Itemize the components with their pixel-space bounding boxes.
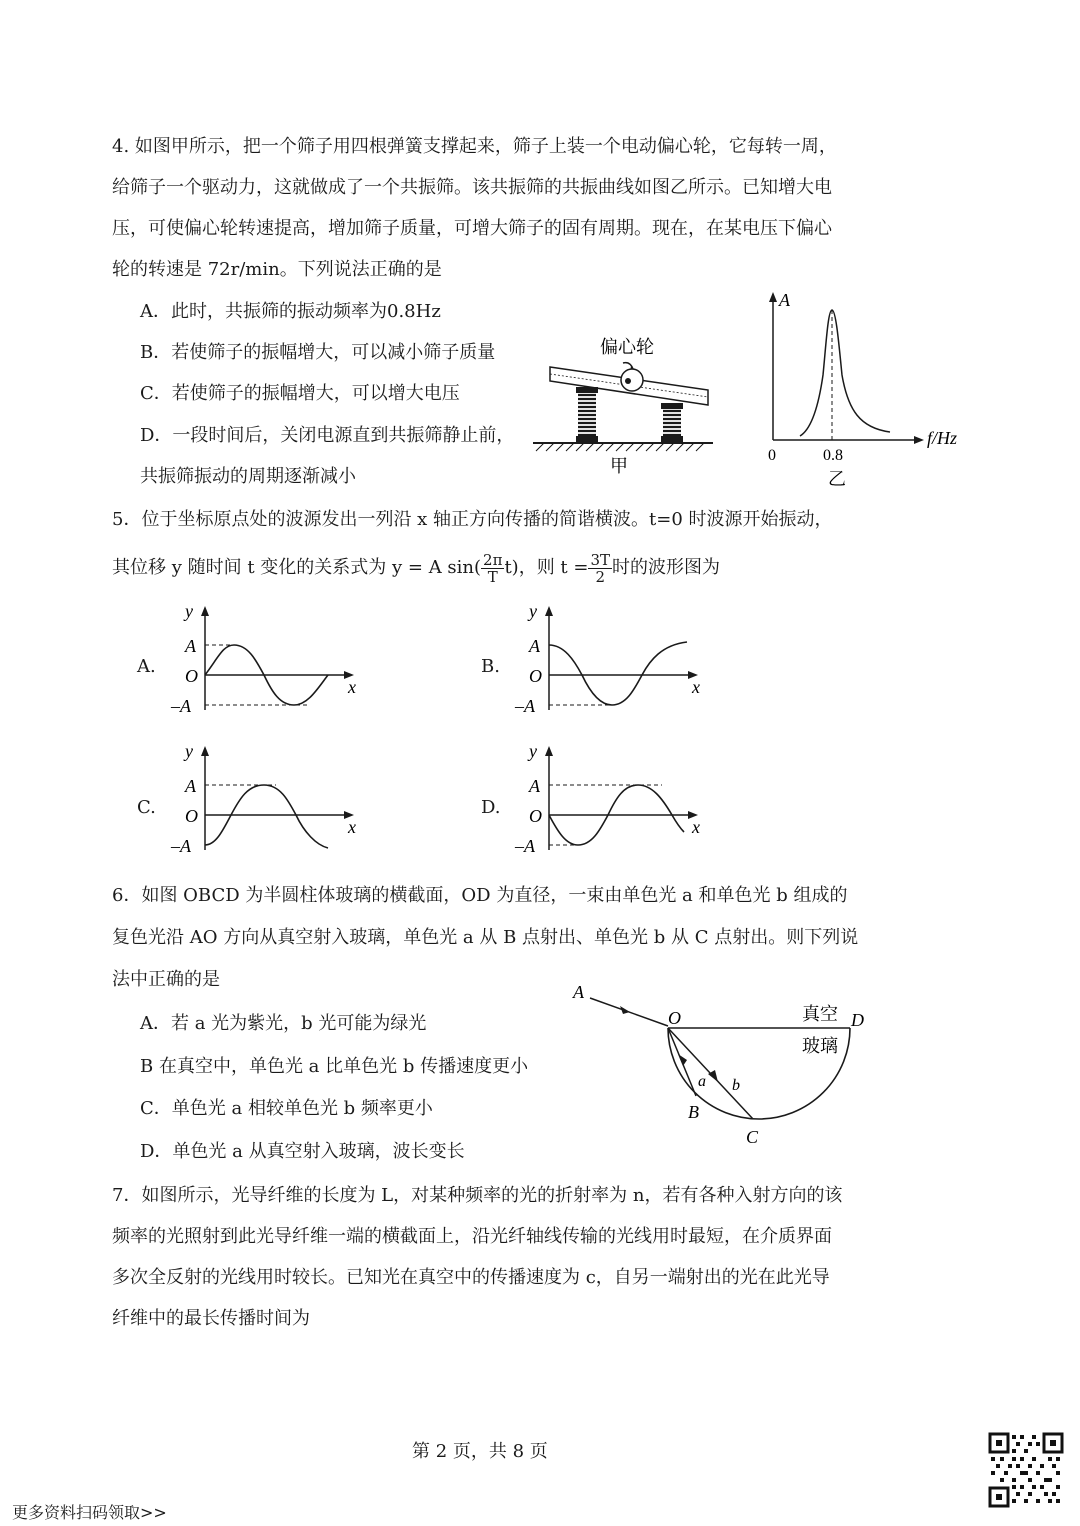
q6-line-1: 6．如图 OBCD 为半圆柱体玻璃的横截面，OD 为直径，一束由单色光 a 和单色光 b 组成的 [112,885,848,906]
ray-a-label: a [698,1073,706,1090]
q7-line-2: 频率的光照射到此光导纤维一端的横截面上，沿光纤轴线传输的光线用时最短，在介质界面 [112,1226,832,1247]
origin-label: O [185,666,198,686]
q6-line-3: 法中正确的是 [112,969,220,990]
q4-option-a: A．此时，共振筛的振动频率为0.8Hz [140,301,441,322]
q6-option-d: D．单色光 a 从真空射入玻璃，波长变长 [140,1141,465,1162]
page-number: 第 2 页，共 8 页 [412,1441,548,1462]
waveform [205,785,328,848]
q4-option-c: C．若使筛子的振幅增大，可以增大电压 [140,383,460,404]
point-a-label: A [573,982,584,1002]
q5-line-2-part-a: 其位移 y 随时间 t 变化的关系式为 y = A sin( [112,557,482,578]
q6-option-a: A．若 a 光为紫光，b 光可能为绿光 [140,1013,427,1034]
q4-line-4: 轮的转速是 72r/min。下列说法正确的是 [112,259,442,280]
y-axis-label: y [529,601,537,621]
x-axis-label: x [692,817,700,837]
axis-frequency-label: f/Hz [927,428,958,448]
point-b-label: B [688,1102,699,1122]
vacuum-label: 真空 [802,1004,838,1024]
q4-line-2: 给筛子一个驱动力，这就做成了一个共振筛。该共振筛的共振曲线如图乙所示。已知增大电 [112,177,832,198]
x-axis-label: x [692,677,700,697]
negative-amplitude-label: –A [171,836,191,856]
negative-amplitude-label: –A [515,836,535,856]
wave-graph-d [512,740,712,860]
origin-label: O [529,666,542,686]
q4-line-1: 4. 如图甲所示，把一个筛子用四根弹簧支撑起来，筛子上装一个电动偏心轮，它每转一周， [112,136,837,157]
q4-option-b: B．若使筛子的振幅增大，可以减小筛子质量 [140,342,496,363]
wave-graph-c [168,740,368,860]
q7-line-4: 纤维中的最长传播时间为 [112,1308,310,1329]
q7-line-1: 7．如图所示，光导纤维的长度为 L，对某种频率的光的折射率为 n，若有各种入射方向的该 [112,1185,843,1206]
amplitude-label: A [185,636,196,656]
figure-semicircle-glass [568,978,878,1148]
axis-amplitude-label: A [779,290,790,310]
fraction-three-t-over-two: $\frac{3T}{2}$ [590,550,611,586]
figure-resonance-curve [760,290,980,490]
q4-option-d-line2: 共振筛振动的周期逐渐减小 [140,466,356,487]
promo-text[interactable]: 更多资料扫码领取>> [12,1503,167,1522]
negative-amplitude-label: –A [515,696,535,716]
q4-option-d-line1: D．一段时间后，关闭电源直到共振筛静止前， [140,425,515,446]
point-d-label: D [851,1010,864,1030]
q5-line-2-part-c: 时的波形图为 [612,557,721,578]
point-o-label: O [668,1008,681,1028]
x-axis-label: x [348,817,356,837]
peak-frequency-tick: 0.8 [823,447,843,464]
figure-jia-caption: 甲 [610,456,628,476]
glass-label: 玻璃 [802,1036,838,1056]
q6-option-b: B 在真空中，单色光 a 比单色光 b 传播速度更小 [140,1056,529,1077]
fraction-two-pi-over-t: $\frac{2\pi}{T}$ [483,550,503,586]
q5-option-a-label: A. [137,656,156,677]
q6-line-2: 复色光沿 AO 方向从真空射入玻璃，单色光 a 从 B 点射出、单色光 b 从 C 点射出。则下列说 [112,927,859,948]
amplitude-label: A [529,776,540,796]
wheel-label: 偏心轮 [600,337,654,357]
resonance-curve [800,310,890,436]
q6-option-c: C．单色光 a 相较单色光 b 频率更小 [140,1098,433,1119]
ray-b-label: b [732,1077,740,1094]
q4-line-3: 压，可使偏心轮转速提高，增加筛子质量，可增大筛子的固有周期。现在，在某电压下偏心 [112,218,832,239]
q5-line-2-part-b: t)，则 t = [504,557,589,578]
amplitude-label: A [529,636,540,656]
qr-code[interactable] [988,1432,1064,1508]
x-axis-label: x [348,677,356,697]
origin-label: O [185,806,198,826]
y-axis-label: y [185,741,193,761]
point-c-label: C [746,1127,759,1147]
waveform [549,642,687,705]
figure-yi-caption: 乙 [828,469,846,489]
y-axis-label: y [529,741,537,761]
origin-label: 0 [768,447,776,464]
q5-option-d-label: D. [481,797,501,818]
wave-graph-a [168,600,368,720]
amplitude-label: A [185,776,196,796]
q5-line-1: 5．位于坐标原点处的波源发出一列沿 x 轴正方向传播的简谐横波。t=0 时波源开始振动， [112,509,833,530]
figure-sieve [528,335,728,475]
q5-option-c-label: C. [137,797,156,818]
q7-line-3: 多次全反射的光线用时较长。已知光在真空中的传播速度为 c，自另一端射出的光在此光导 [112,1267,830,1288]
y-axis-label: y [185,601,193,621]
origin-label: O [529,806,542,826]
wave-graph-b [512,600,712,720]
negative-amplitude-label: –A [171,696,191,716]
q5-line-2 [112,548,720,588]
q5-option-b-label: B. [481,656,500,677]
eccentric-wheel [621,369,643,391]
